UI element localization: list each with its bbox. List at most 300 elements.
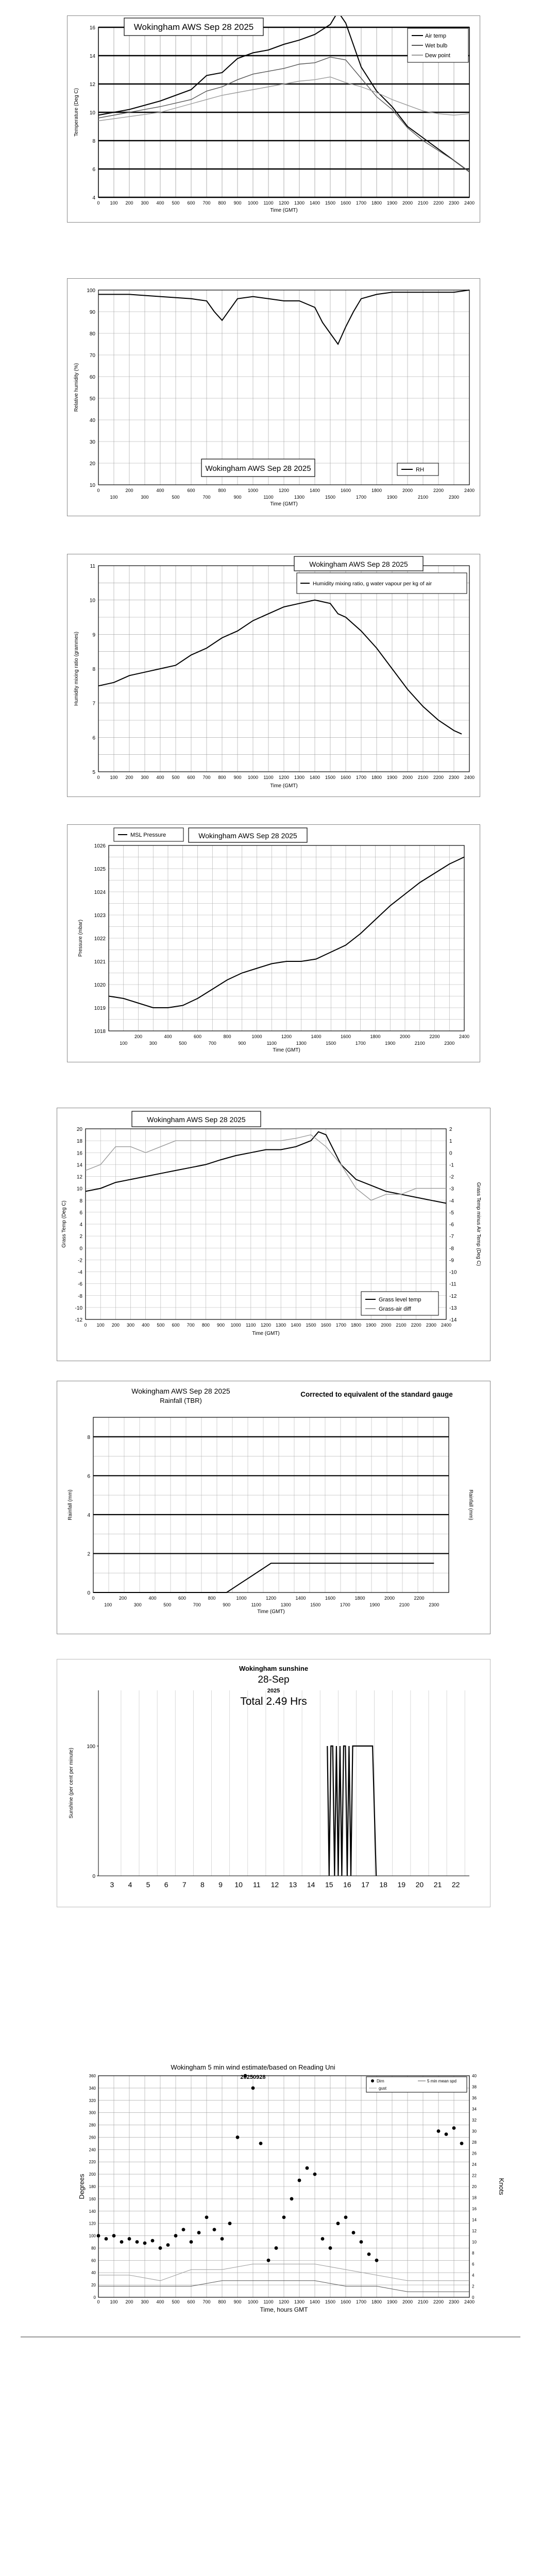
y-tick-label: 100 [87,288,95,294]
wind-direction-point [298,2179,301,2182]
x-tick-label: 1200 [278,200,290,206]
x-tick-label: 2300 [429,1602,439,1607]
x-tick-label: 1900 [386,495,398,500]
x-tick-label: 1900 [386,2299,398,2304]
x-tick-label: 300 [141,495,149,500]
x-tick-label: 200 [119,1596,127,1601]
y-tick-label: 2 [449,1127,452,1132]
x-tick-label: 2300 [448,495,460,500]
x-tick-label: 1000 [247,775,259,780]
legend-label: Dirn [377,2079,384,2083]
wind-direction-point [174,2234,178,2238]
y-tick-label: 1025 [94,867,106,872]
x-tick-label: 2400 [464,488,475,493]
sunshine-chart-panel [57,1659,491,1907]
wind-direction-point [221,2237,224,2241]
chart-title: Wokingham AWS Sep 28 2025 [309,560,408,568]
x-tick-label: 1100 [263,775,274,780]
y2-tick-label: 38 [472,2084,477,2090]
wind-direction-point [375,2259,379,2262]
x-tick-label: 1300 [294,775,305,780]
x-tick-label: 400 [156,775,164,780]
y-axis-label: Relative humidity (%) [74,363,79,412]
x-tick-label: 1600 [340,200,351,206]
chart-total: Total 2.49 Hrs [240,1696,307,1707]
y-tick-label: 300 [89,2110,96,2115]
y2-tick-label: 0 [472,2295,475,2300]
wind-direction-point [460,2142,464,2145]
x-tick-label: 2400 [464,200,475,206]
x-tick-label: 1500 [326,1041,336,1046]
y-axis-label: Sunshine (per cent per minute) [69,1748,74,1819]
y-tick-label: 60 [91,2258,96,2263]
wind-direction-point [190,2240,193,2244]
x-tick-label: 1000 [230,1323,241,1328]
legend-label: 5 min mean spd [427,2079,457,2083]
legend-label: Wet bulb [425,43,448,49]
x-tick-label: 100 [96,1323,105,1328]
chart-title: Wokingham AWS Sep 28 2025 [198,832,297,840]
x-tick-label: 500 [172,2299,180,2304]
series-line-humidity-mixing-ratio-g-water-vapour-per-kg-of-air [98,600,462,734]
wind-direction-point [313,2173,317,2176]
x-tick-label: 0 [97,775,100,780]
x-axis-label: Time (GMT) [270,208,298,213]
y-tick-label: 260 [89,2135,96,2140]
x-tick-label: 2300 [426,1323,436,1328]
x-tick-label: 2100 [417,2299,429,2304]
plot-frame [93,1417,449,1592]
mixing-ratio-chart [67,554,480,796]
x-tick-label: 17 [361,1880,369,1889]
x-tick-label: 1700 [356,200,367,206]
x-tick-label: 1300 [280,1602,291,1607]
x-tick-label: 1900 [369,1602,380,1607]
x-tick-label: 800 [218,200,226,206]
x-tick-label: 1500 [306,1323,316,1328]
x-tick-label: 1300 [296,1041,307,1046]
y-tick-label: -7 [449,1234,454,1240]
wind-chart [78,2061,505,2329]
y-tick-label: 1019 [94,1006,106,1011]
x-tick-label: 8 [200,1880,205,1889]
x-tick-label: 200 [125,488,133,493]
x-tick-label: 1000 [247,488,259,493]
y-tick-label: 340 [89,2086,96,2091]
x-tick-label: 0 [97,2299,100,2304]
x-tick-label: 2200 [414,1596,425,1601]
x-tick-label: 11 [253,1880,261,1889]
y-tick-label: 70 [89,353,95,359]
x-tick-label: 500 [172,200,180,206]
y-tick-label: 18 [76,1139,82,1145]
wind-direction-point [159,2246,162,2250]
x-tick-label: 100 [110,200,118,206]
x-tick-label: 400 [142,1323,150,1328]
x-tick-label: 1800 [370,1034,381,1039]
y-tick-label: 1018 [94,1029,106,1035]
x-tick-label: 700 [193,1602,201,1607]
y-tick-label: 40 [89,418,95,423]
y-tick-label: -4 [449,1198,454,1204]
y2-axis-label: Rainfall (mm) [468,1489,474,1520]
wind-direction-point [97,2234,100,2238]
x-tick-label: 1300 [276,1323,286,1328]
x-tick-label: 1700 [356,495,367,500]
x-tick-label: 900 [233,495,242,500]
x-tick-label: 1400 [309,775,320,780]
wind-direction-point [367,2252,371,2256]
x-tick-label: 800 [223,1034,231,1039]
x-tick-label: 100 [110,495,118,500]
y-tick-label: -11 [449,1281,457,1287]
x-tick-label: 1600 [340,775,351,780]
x-tick-label: 2000 [402,2299,413,2304]
x-tick-label: 1400 [311,1034,322,1039]
y-tick-label: 140 [89,2209,96,2214]
y-tick-label: -8 [449,1246,454,1252]
x-tick-label: 2000 [381,1323,392,1328]
legend-swatch [371,2079,374,2082]
x-tick-label: 300 [141,775,149,780]
y-tick-label: 4 [87,1512,90,1518]
x-tick-label: 200 [134,1034,143,1039]
y-tick-label: -5 [449,1210,454,1216]
x-tick-label: 2200 [433,200,444,206]
x-tick-label: 1900 [386,775,398,780]
x-tick-label: 1500 [325,775,336,780]
y-tick-label: 9 [92,632,95,638]
humidity-chart-panel [67,278,480,516]
y-tick-label: 10 [89,110,95,116]
y2-tick-label: 8 [472,2251,475,2256]
x-tick-label: 2000 [399,1034,411,1039]
wind-direction-point [213,2228,216,2231]
x-tick-label: 1200 [260,1323,272,1328]
y-tick-label: 90 [89,310,95,315]
x-tick-label: 1300 [294,200,305,206]
x-tick-label: 2100 [417,200,429,206]
x-tick-label: 800 [201,1323,210,1328]
wind-direction-point [166,2243,170,2247]
x-tick-label: 900 [238,1041,246,1046]
y2-axis-label: Knots [498,2178,505,2195]
wind-direction-point [306,2166,309,2170]
x-tick-label: 700 [202,200,211,206]
x-tick-label: 400 [164,1034,172,1039]
chart-year: 2025 [267,1688,280,1694]
legend-label: Humidity mixing ratio, g water vapour per kg of air [313,581,432,587]
y-tick-label: 160 [89,2196,96,2201]
x-tick-label: 2200 [433,488,444,493]
wind-direction-point [336,2222,340,2225]
chart-subtitle: Rainfall (TBR) [160,1397,202,1404]
x-tick-label: 4 [128,1880,132,1889]
x-tick-label: 1600 [320,1323,331,1328]
x-tick-label: 1100 [266,1041,277,1046]
x-axis-label: Time, hours GMT [260,2306,308,2313]
wind-direction-point [344,2215,348,2219]
wind-direction-point [321,2237,325,2241]
x-tick-label: 2300 [448,775,460,780]
x-tick-label: 18 [379,1880,387,1889]
y-tick-label: -12 [75,1317,82,1323]
y2-tick-label: 12 [472,2229,477,2233]
x-axis-label: Time (GMT) [273,1047,300,1053]
x-tick-label: 1000 [247,2299,259,2304]
y2-tick-label: 20 [472,2184,477,2189]
y-tick-label: 1026 [94,843,106,849]
wind-direction-point [267,2259,270,2262]
y-tick-label: 8 [79,1198,82,1204]
x-tick-label: 700 [202,775,211,780]
y2-tick-label: 30 [472,2129,477,2134]
x-tick-label: 1100 [251,1602,261,1607]
y-tick-label: -1 [449,1162,454,1168]
x-tick-label: 1500 [325,200,336,206]
y-tick-label: 14 [89,54,95,59]
x-tick-label: 1400 [309,488,320,493]
x-axis-label: Time (GMT) [257,1609,285,1615]
x-tick-label: 10 [234,1880,243,1889]
y2-tick-label: 10 [472,2240,477,2245]
y2-tick-label: 18 [472,2195,477,2200]
x-tick-label: 1100 [263,200,274,206]
y-tick-label: -14 [449,1317,457,1323]
y-tick-label: 0 [449,1150,452,1157]
x-tick-label: 1800 [371,775,382,780]
x-tick-label: 2100 [399,1602,410,1607]
x-tick-label: 600 [187,200,195,206]
y-tick-label: 6 [92,735,95,741]
x-tick-label: 1300 [294,2299,305,2304]
y-tick-label: 1020 [94,982,106,988]
x-tick-label: 700 [208,1041,216,1046]
x-tick-label: 1700 [355,1041,366,1046]
chart-title: Wokingham 5 min wind estimate/based on Reading Uni [171,2063,335,2071]
x-tick-label: 800 [218,488,226,493]
y-tick-label: 200 [89,2172,96,2177]
x-tick-label: 1300 [294,495,305,500]
y-tick-label: 2 [87,1551,90,1557]
x-tick-label: 1800 [371,488,382,493]
x-tick-label: 2100 [417,775,429,780]
y-tick-label: 8 [92,139,95,144]
y-tick-label: 1021 [94,959,106,965]
y-axis-label: Pressure (mbar) [78,919,83,957]
x-tick-label: 0 [97,200,100,206]
x-tick-label: 2300 [444,1041,455,1046]
x-tick-label: 1700 [335,1323,346,1328]
x-tick-label: 600 [178,1596,187,1601]
y-tick-label: 6 [79,1210,82,1216]
y-tick-label: 5 [92,770,95,775]
wind-direction-point [197,2231,201,2234]
x-tick-label: 500 [172,495,180,500]
y-tick-label: 10 [89,483,95,488]
y2-tick-label: 4 [472,2273,475,2278]
y2-tick-label: 26 [472,2151,477,2156]
y-tick-label: 2 [79,1234,82,1240]
y-tick-label: 0 [87,1590,90,1596]
x-tick-label: 1600 [340,1034,351,1039]
x-tick-label: 1400 [291,1323,301,1328]
legend-label: Air temp [425,33,446,39]
x-tick-label: 100 [110,2299,118,2304]
x-tick-label: 1600 [340,2299,351,2304]
y-tick-label: -10 [75,1305,82,1311]
y2-tick-label: 36 [472,2096,477,2100]
x-tick-label: 2300 [448,200,460,206]
y-tick-label: 100 [87,1744,95,1750]
wind-direction-point [136,2240,139,2244]
y2-tick-label: 16 [472,2207,477,2211]
series-line-rainfall [93,1563,434,1592]
x-tick-label: 700 [202,2299,211,2304]
mixing-ratio-chart-panel [67,554,480,797]
temperature-chart-panel [67,15,480,223]
y-tick-label: -12 [449,1293,457,1299]
x-tick-label: 300 [133,1602,142,1607]
legend-label: gust [379,2086,387,2091]
chart-title: Wokingham AWS Sep 28 2025 [205,464,311,473]
y-tick-label: 360 [89,2074,96,2078]
y-tick-label: 60 [89,375,95,380]
y-tick-label: 12 [76,1174,82,1180]
x-tick-label: 300 [141,200,149,206]
wind-direction-point [112,2234,116,2238]
y-tick-label: 7 [92,701,95,707]
y-tick-label: 20 [76,1127,82,1132]
wind-direction-point [259,2142,263,2145]
wind-direction-point [228,2222,232,2225]
y-tick-label: -6 [78,1281,82,1287]
y-tick-label: 10 [89,598,95,604]
y-tick-label: 6 [92,167,95,173]
x-tick-label: 2100 [414,1041,425,1046]
wind-direction-point [151,2239,155,2243]
wind-direction-point [120,2240,124,2244]
x-axis-label: Time (GMT) [270,783,298,789]
x-tick-label: 600 [187,488,195,493]
y2-tick-label: 40 [472,2074,477,2078]
y-tick-label: 10 [76,1186,82,1192]
y-tick-label: 1024 [94,890,106,895]
x-tick-label: 1400 [295,1596,306,1601]
wind-direction-point [452,2126,456,2130]
x-tick-label: 400 [156,488,164,493]
y-tick-label: 0 [79,1246,82,1252]
x-tick-label: 2400 [459,1034,470,1039]
y2-tick-label: 22 [472,2173,477,2178]
wind-direction-point [143,2241,147,2245]
x-tick-label: 2400 [464,2299,475,2304]
x-tick-label: 2200 [411,1323,421,1328]
x-tick-label: 400 [156,200,164,206]
legend-label: MSL Pressure [130,832,166,838]
x-tick-label: 500 [157,1323,165,1328]
x-tick-label: 100 [120,1041,128,1046]
humidity-chart [67,279,480,516]
x-tick-label: 1900 [385,1041,396,1046]
x-tick-label: 19 [397,1880,406,1889]
rainfall-chart [57,1381,490,1634]
x-tick-label: 1900 [366,1323,377,1328]
y-tick-label: 280 [89,2123,96,2128]
chart-title: Wokingham AWS Sep 28 2025 [131,1387,230,1395]
chart-title: Wokingham AWS Sep 28 2025 [133,22,254,32]
legend-label: RH [416,467,424,473]
y-tick-label: 1023 [94,913,106,919]
x-tick-label: 100 [110,775,118,780]
y-tick-label: 0 [93,2295,96,2300]
x-tick-label: 200 [111,1323,120,1328]
sunshine-trace [327,1746,376,1876]
x-tick-label: 1400 [309,200,320,206]
x-tick-label: 900 [233,2299,242,2304]
y-tick-label: -4 [78,1269,82,1276]
wind-direction-point [236,2136,240,2139]
x-tick-label: 2000 [384,1596,395,1601]
wind-direction-point [290,2197,294,2200]
x-tick-label: 2100 [396,1323,407,1328]
y2-tick-label: 14 [472,2217,477,2223]
x-tick-label: 1200 [278,775,290,780]
y-tick-label: 8 [92,667,95,672]
x-tick-label: 13 [289,1880,297,1889]
y-tick-label: 30 [89,439,95,445]
y-tick-label: 11 [90,564,95,569]
x-tick-label: 700 [187,1323,195,1328]
y-tick-label: -6 [449,1222,454,1228]
x-tick-label: 1200 [265,1596,277,1601]
pressure-chart-panel [67,824,480,1062]
x-tick-label: 100 [104,1602,112,1607]
x-tick-label: 600 [187,775,195,780]
y-tick-label: 220 [89,2160,96,2165]
x-tick-label: 900 [233,200,242,206]
x-tick-label: 800 [208,1596,216,1601]
x-tick-label: 5 [146,1880,150,1889]
chart-date: 28-Sep [258,1674,290,1685]
y2-axis-label: Grass Temp minus Air Temp (Deg C) [476,1182,481,1266]
x-tick-label: 1900 [386,200,398,206]
y-tick-label: -9 [449,1258,454,1264]
x-tick-label: 1400 [309,2299,320,2304]
x-tick-label: 600 [187,2299,195,2304]
x-tick-label: 2400 [441,1323,452,1328]
rainfall-chart-panel [57,1381,491,1634]
y-tick-label: 240 [89,2147,96,2153]
legend-label: Grass level temp [379,1297,421,1303]
y-tick-label: -2 [449,1174,454,1180]
x-tick-label: 16 [343,1880,351,1889]
y-tick-label: 16 [89,25,95,31]
x-tick-label: 500 [163,1602,172,1607]
y-tick-label: 4 [92,195,95,201]
x-tick-label: 1500 [310,1602,321,1607]
y-tick-label: -10 [449,1269,457,1276]
wind-direction-point [282,2215,286,2219]
x-tick-label: 2200 [433,775,444,780]
x-tick-label: 1500 [325,495,336,500]
wind-direction-point [205,2215,209,2219]
chart-subtitle: 20250928 [240,2074,266,2080]
wind-direction-point [445,2132,448,2136]
x-tick-label: 1600 [340,488,351,493]
y-tick-label: 14 [76,1162,82,1168]
x-tick-label: 2300 [448,2299,460,2304]
